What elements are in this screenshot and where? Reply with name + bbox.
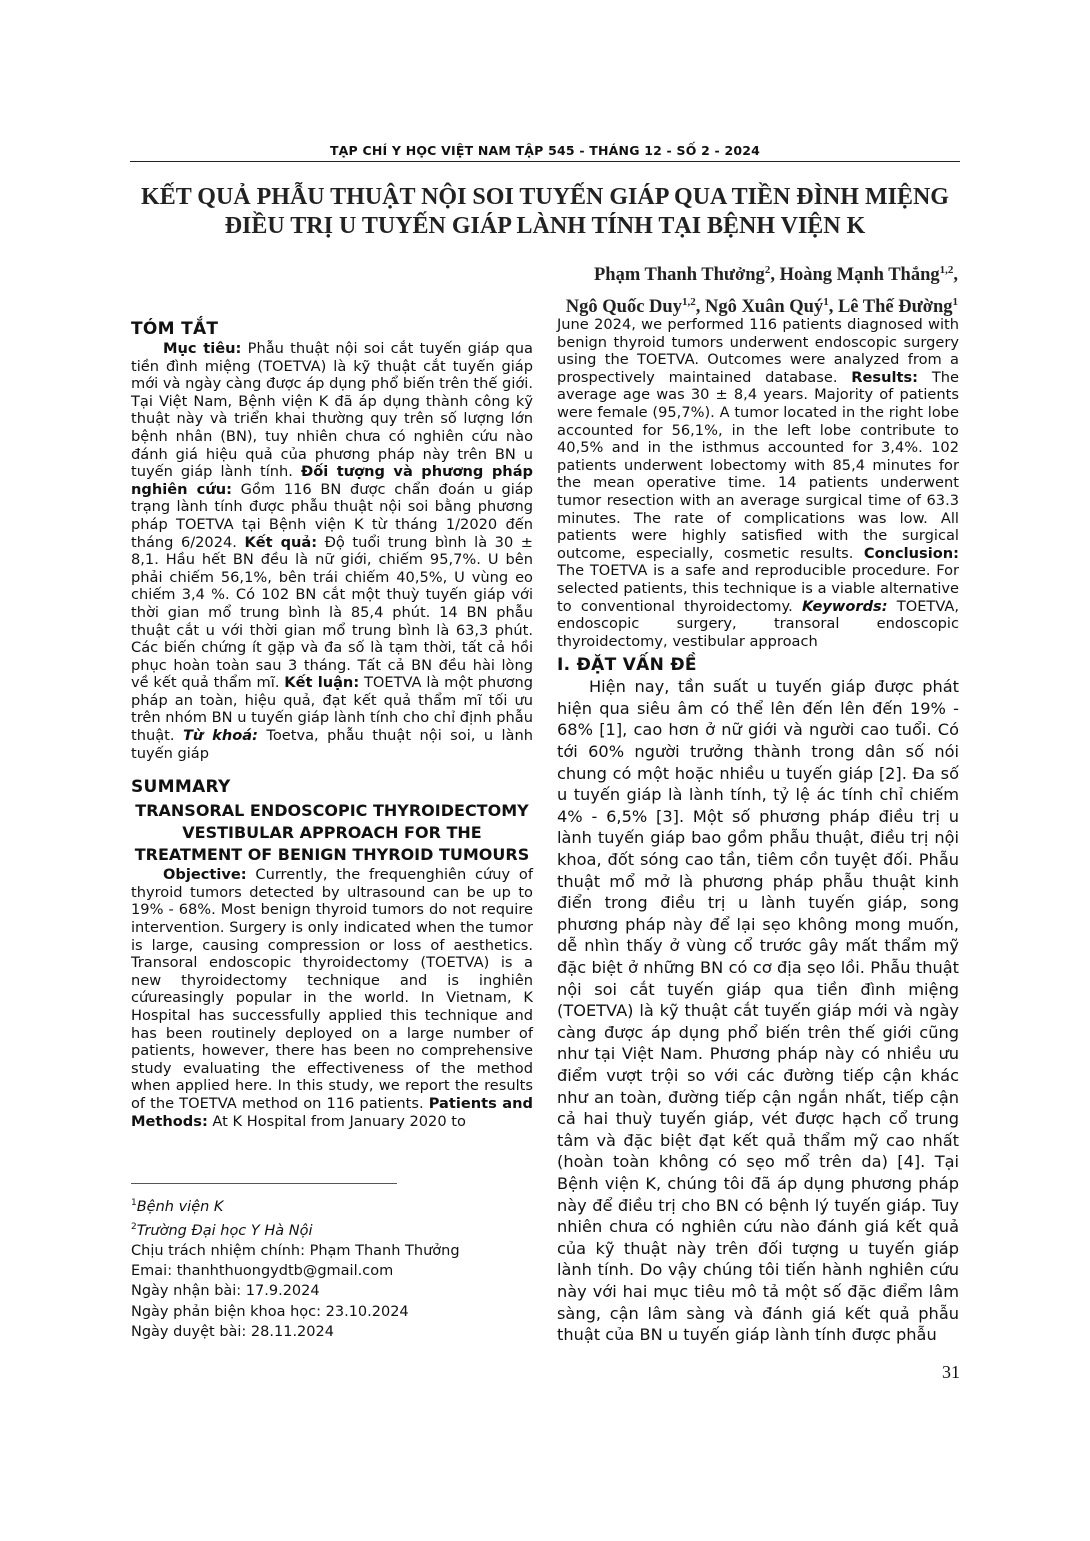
author-separator: , xyxy=(770,265,780,286)
ket-luan-label: Kết luận: xyxy=(284,674,360,692)
author-name: Lê Thế Đường xyxy=(837,297,953,318)
objective-text: Currently, the frequenghiên cứuy of thyroid tumors detected by ultrasound can be up to 19% - 68%. Most benign thyroid tumors do not require intervention. Surgery is only indicated when the tumor is large, causing compression or loss of aesthetics. Transoral endoscopic thyroidectomy (TOETVA) is a new thyroidectomy technique and is inghiên cứureasingly popular in the world. In Vietnam, K Hospital has successfully applied this technique and has been routinely deployed on a large number of patients, however, there has been no comprehensive study evaluating the effectiveness of the method when applied here. In this study, we report the results of the TOETVA method on 116 patients. xyxy=(131,866,533,1112)
conclusion-label: Conclusion: xyxy=(863,544,959,562)
results-label: Results: xyxy=(851,368,919,386)
keywords-label: Keywords: xyxy=(801,597,888,615)
ket-qua-text: Độ tuổi trung bình là 30 ± 8,1. Hầu hết BN đều là nữ giới, chiếm 95,7%. U bên phải chiếm 56,1%, bên trái chiếm 40,5%, U vùng eo chiếm 3,4 %. Có 102 BN cắt một thuỳ tuyến giáp với thời gian mổ trung bình là 85,4 phút. 14 BN phẫu thuật cắt u với thời gian mổ trung bình là 63,3 phút. Các biến chứng ít gặp và đa số là tạm thời, tất cả hồi phục hoàn toàn sau 3 tháng. Tất cả BN đều hài lòng về kết quả thẩm mĩ. xyxy=(131,533,533,692)
keywords-text: TOETVA, endoscopic surgery, transoral endoscopic thyroidectomy, vestibular approach xyxy=(557,597,959,650)
tu-khoa-text: Toetva, phẫu thuật nội soi, u lành tuyến giáp xyxy=(131,727,533,762)
author-name: Ngô Xuân Quý xyxy=(704,297,824,318)
author-affiliation: 2 xyxy=(764,264,771,276)
ket-qua-label: Kết quả: xyxy=(244,533,318,551)
ket-luan-text: TOETVA là một phương pháp an toàn, hiệu quả, đạt kết quả thẩm mĩ tối ưu trên nhóm BN u tuyến giáp lành tính cho chỉ định phẫu thuật. xyxy=(131,674,533,745)
author-name: Phạm Thanh Thưởng xyxy=(594,265,765,286)
footnote-mark: 1 xyxy=(131,1198,137,1208)
author-affiliation: 1 xyxy=(823,296,829,309)
summary-heading: SUMMARY xyxy=(131,777,231,798)
author-list xyxy=(566,257,958,321)
footnote-affiliation-2 xyxy=(131,1217,533,1241)
left-column xyxy=(131,318,533,1130)
article-title xyxy=(60,183,1030,241)
footnote-mark: 2 xyxy=(131,1222,137,1233)
muc-tieu-label: Mục tiêu: xyxy=(163,340,242,357)
methods-text-start: At K Hospital from January 2020 to xyxy=(207,1112,466,1130)
footnote-email: Emai: thanhthuongydtb@gmail.com xyxy=(131,1263,394,1280)
summary-abstract-part1 xyxy=(131,866,533,1130)
author-line-1 xyxy=(566,257,958,289)
footnote-affiliation-1 xyxy=(131,1193,533,1217)
summary-abstract-part2 xyxy=(557,316,959,650)
footnote-reviewed: Ngày phản biện khoa học: 23.10.2024 xyxy=(131,1303,409,1320)
title-line-1: KẾT QUẢ PHẪU THUẬT NỘI SOI TUYẾN GIÁP QUA TIỀN ĐÌNH MIỆNG xyxy=(141,184,949,210)
author-name: Ngô Quốc Duy xyxy=(565,297,682,318)
footnotes xyxy=(131,1193,533,1342)
muc-tieu-text: Phẫu thuật nội soi cắt tuyến giáp qua tiền đình miệng (TOETVA) là kỹ thuật cắt tuyến giáp mới và ngày càng được áp dụng phổ biến trên thế giới. Tại Việt Nam, Bệnh viện K đã áp dụng thành công kỹ thuật này và triển khai thường quy trên số lượng lớn bệnh nhân (BN), tuy nhiên chưa có nghiên cứu nào đánh giá hiệu quả của phương pháp này trên BN u tuyến giáp lành tính. xyxy=(131,340,533,481)
author-affiliation: 1,2 xyxy=(939,264,954,276)
tu-khoa-label: Từ khoá: xyxy=(182,727,258,745)
methods-text-continued: June 2024, we performed 116 patients diagnosed with benign thyroid tumors underwent endoscopic surgery using the TOETVA. Outcomes were analyzed from a prospectively maintained database. xyxy=(557,316,959,386)
title-line-2: ĐIỀU TRỊ U TUYẾN GIÁP LÀNH TÍNH TẠI BỆNH VIỆN K xyxy=(224,213,866,239)
doi-tuong-text: Gồm 116 BN được chẩn đoán u giáp trạng lành tính được phẫu thuật nội soi bằng phương pháp TOETVA tại Bệnh viện K từ tháng 1/2020 đến tháng 6/2024. xyxy=(131,480,533,551)
affiliation-2-text: Trường Đại học Y Hà Nội xyxy=(136,1222,313,1239)
methods-label: Patients and Methods: xyxy=(131,1094,533,1130)
summary-title: TRANSORAL ENDOSCOPIC THYROIDECTOMY VESTIBULAR APPROACH FOR THE TREATMENT OF BENIGN THYROID TUMOURS xyxy=(134,801,530,865)
conclusion-text: The TOETVA is a safe and reproducible procedure. For selected patients, this technique is a viable alternative to conventional thyroidectomy. xyxy=(557,562,959,615)
tom-tat-abstract xyxy=(131,340,533,762)
author-name: Hoàng Mạnh Thắng xyxy=(779,265,940,286)
tom-tat-heading: TÓM TẮT xyxy=(131,319,219,339)
header-rule xyxy=(130,161,960,162)
author-separator: , xyxy=(828,297,838,318)
author-affiliation: 1 xyxy=(952,296,958,309)
objective-label: Objective: xyxy=(163,866,247,884)
footnote-accepted: Ngày duyệt bài: 28.11.2024 xyxy=(131,1323,334,1340)
affiliation-1-text: Bệnh viện K xyxy=(136,1198,224,1215)
author-separator: , xyxy=(695,297,705,318)
doi-tuong-label: Đối tượng và phương pháp nghiên cứu: xyxy=(131,463,533,498)
author-affiliation: 1,2 xyxy=(681,296,696,309)
footnote-received: Ngày nhận bài: 17.9.2024 xyxy=(131,1283,320,1300)
section-1-paragraph: Hiện nay, tần suất u tuyến giáp được phát hiện qua siêu âm có thể lên đến lên đến 19% - 68% [1], cao hơn ở nữ giới và người cao tuổi. Có tới 60% người trưởng thành trong dân số nói chung có một hoặc nhiều u tuyến giáp [2]. Đa số u tuyến giáp là lành tính, tỷ lệ ác tính chỉ chiếm 4% - 6,5% [3]. Một số phương pháp điều trị u lành tuyến giáp bao gồm phẫu thuật, điều trị nội khoa, đốt sóng cao tần, tiêm cồn tuyệt đối. Phẫu thuật mổ mở là phương pháp phẫu thuật kinh điển trong điều trị u lành tuyến giáp, song phương pháp này để lại sẹo không mong muốn, dễ nhìn thấy ở vùng cổ trước gây mất thẩm mỹ đặc biệt ở những BN có cơ địa sẹo lồi. Phẫu thuật nội soi cắt tuyến giáp qua tiền đình miệng (TOETVA) là kỹ thuật cắt tuyến giáp mới và ngày càng được áp dụng phổ biến trên thế giới cũng như tại Việt Nam. Phương pháp này có nhiều ưu điểm vượt trội so với các đường tiếp cận khác như an toàn, đường tiếp cận ngắn nhất, tiếp cận cả hai thuỳ tuyến giáp, vét được hạch cổ trung tâm và đặc biệt đạt kết quả thẩm mỹ cao nhất (hoàn toàn không có sẹo mổ trên da) [4]. Tại Bệnh viện K, chúng tôi đã áp dụng phương pháp này để điều trị cho BN có bệnh lý tuyến giáp. Tuy nhiên chưa có nghiên cứu nào đánh giá kết quả của kỹ thuật này trên đối tượng u tuyến giáp lành tính. Do vậy chúng tôi tiến hành nghiên cứu này với hai mục tiêu mô tả một số đặc điểm lâm sàng, cận lâm sàng và đánh giá kết quả phẫu thuật của BN u tuyến giáp lành tính được phẫu xyxy=(557,677,959,1345)
right-column xyxy=(557,316,959,1346)
results-text: The average age was 30 ± 8,4 years. Majority of patients were female (95,7%). A tumor located in the right lobe accounted for 56,1%, in the left lobe contribute to 40,5% and in the isthmus accounted for 3,4%. 102 patients underwent lobectomy with 85,4 minutes for the mean operative time. 14 patients underwent tumor resection with an average surgical time of 63.3 minutes. The rate of complications was low. All patients were highly satisfied with the surgical outcome, especially, cosmetic results. xyxy=(557,368,959,562)
section-1-heading: I. ĐẶT VẤN ĐỀ xyxy=(557,655,697,676)
journal-header: TẠP CHÍ Y HỌC VIỆT NAM TẬP 545 - THÁNG 12 - SỐ 2 - 2024 xyxy=(329,143,761,158)
page-number: 31 xyxy=(942,1362,960,1382)
author-separator: , xyxy=(953,265,958,286)
footnote-rule xyxy=(131,1183,397,1184)
footnote-responsible: Chịu trách nhiệm chính: Phạm Thanh Thưởng xyxy=(131,1243,460,1260)
